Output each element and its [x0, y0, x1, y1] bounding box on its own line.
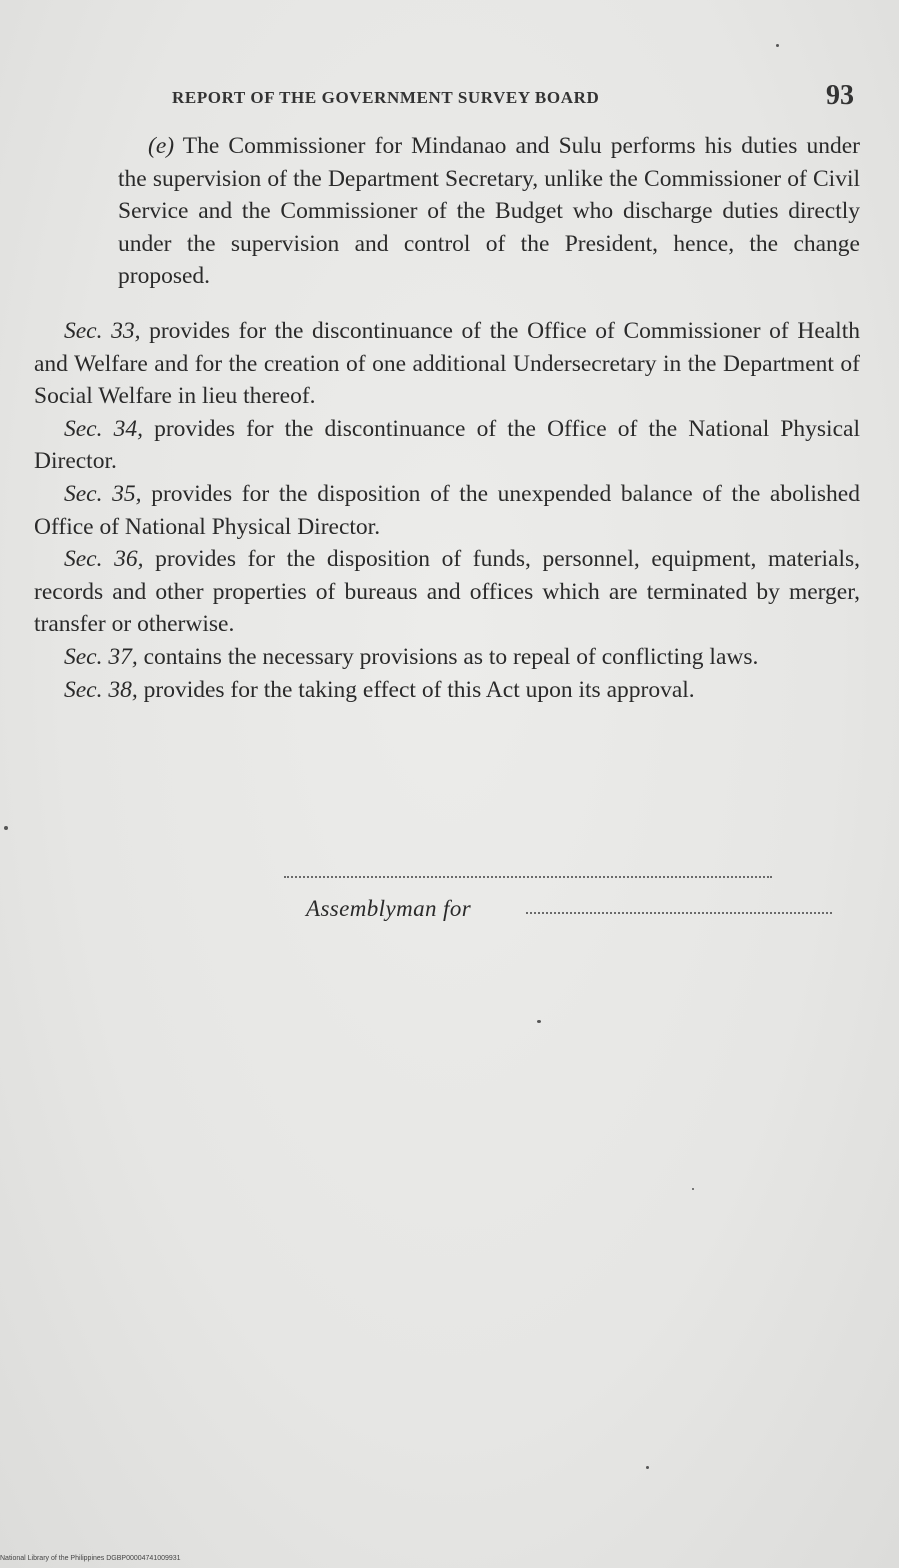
paragraph-label: (e)	[148, 133, 175, 159]
section-37-paragraph	[34, 641, 860, 674]
paragraph-text: The Commissioner for Mindanao and Sulu performs his duties under the supervision of the Department Secretary, unlike the Commissioner of Civil Service and the Commissioner of the Budget who discharge duties directly under the supervision and control of the President, hence, the change proposed.	[118, 133, 860, 290]
section-ref: Sec. 34,	[64, 415, 143, 442]
section-ref: Sec. 35,	[64, 480, 142, 507]
paragraph-e	[118, 130, 860, 293]
district-blank-line	[526, 912, 832, 914]
library-footer: National Library of the Philippines DGBP00004741009931	[0, 1555, 181, 1562]
scan-speck	[692, 1188, 694, 1190]
scan-speck	[4, 826, 8, 830]
section-ref: Sec. 36,	[64, 546, 144, 573]
running-title: REPORT OF THE GOVERNMENT SURVEY BOARD	[172, 88, 600, 107]
section-38-paragraph	[34, 674, 860, 707]
signature-label: Assemblyman for	[306, 896, 472, 921]
page-number: 93	[826, 80, 854, 111]
section-33-paragraph	[34, 315, 860, 413]
section-ref: Sec. 37,	[64, 643, 138, 670]
section-34-paragraph	[34, 413, 860, 478]
paragraph-text: provides for the discontinuance of the Office of the National Physical Director.	[34, 415, 860, 475]
paragraph-text: provides for the discontinuance of the Office of Commissioner of Health and Welfare and for the creation of one additional Undersecretary in the Department of Social Welfare in lieu thereof.	[34, 317, 860, 410]
page-header	[0, 76, 899, 116]
paragraph-text: provides for the disposition of the unexpended balance of the abolished Office of National Physical Director.	[34, 480, 860, 540]
document-body	[34, 130, 860, 706]
section-36-paragraph	[34, 543, 860, 641]
scan-speck	[776, 44, 779, 47]
section-ref: Sec. 38,	[64, 676, 138, 703]
paragraph-text: provides for the disposition of funds, personnel, equipment, materials, records and other properties of bureaus and offices which are terminated by merger, transfer or otherwise.	[34, 546, 860, 638]
signature-line	[284, 876, 772, 878]
section-ref: Sec. 33,	[64, 317, 141, 344]
paragraph-text: provides for the taking effect of this Act upon its approval.	[137, 676, 695, 703]
scan-speck	[537, 1020, 541, 1023]
paragraph-text: contains the necessary provisions as to repeal of conflicting laws.	[137, 643, 759, 670]
signature-block	[284, 876, 774, 921]
scan-speck	[646, 1466, 649, 1469]
section-35-paragraph	[34, 478, 860, 543]
